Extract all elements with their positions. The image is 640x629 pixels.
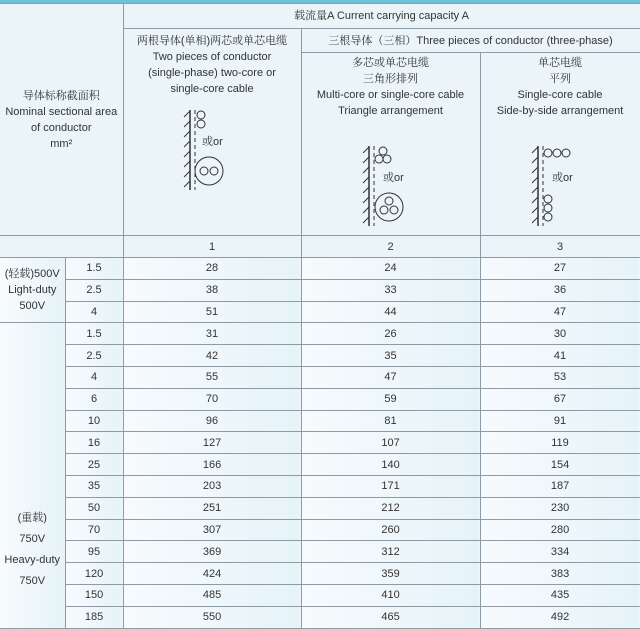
- section-size-cell: 10: [65, 410, 123, 432]
- current-capacity-table: [0, 3, 640, 629]
- table-row: [0, 606, 640, 628]
- col-number-3: 3: [480, 236, 640, 258]
- capacity-col1-cell: 166: [123, 454, 301, 476]
- col2-title-en-1: Multi-core or single-core cable: [316, 89, 465, 101]
- capacity-col1-cell: 424: [123, 563, 301, 585]
- table-row: [0, 323, 640, 345]
- capacity-col1-cell: 96: [123, 410, 301, 432]
- table-row: [0, 388, 640, 410]
- table-row: [0, 258, 640, 280]
- table-row: [0, 301, 640, 323]
- capacity-col2-cell: 59: [301, 388, 480, 410]
- col3-title-en-2: Side-by-side arrangement: [496, 105, 624, 117]
- svg-text:或or: 或or: [552, 172, 573, 184]
- capacity-col3-cell: 91: [480, 410, 640, 432]
- capacity-col1-cell: 31: [123, 323, 301, 345]
- svg-text:或or: 或or: [202, 136, 223, 148]
- capacity-col3-cell: 187: [480, 475, 640, 497]
- col-number-2: 2: [301, 236, 480, 258]
- svg-text:或or: 或or: [382, 172, 404, 184]
- col1-title-en-3: single-core cable: [170, 83, 254, 95]
- capacity-col2-cell: 24: [301, 258, 480, 280]
- table-row: [0, 366, 640, 388]
- capacity-col2-cell: 44: [301, 301, 480, 323]
- light-duty-label: Light-duty: [8, 284, 57, 297]
- row-label-header: [0, 4, 123, 236]
- capacity-col2-cell: 26: [301, 323, 480, 345]
- label-en-2: of conductor: [30, 121, 92, 134]
- section-size-cell: 2.5: [65, 345, 123, 367]
- col2-title-en-2: Triangle arrangement: [338, 105, 443, 117]
- label-cn: 导体标称截面积: [22, 89, 100, 102]
- capacity-col1-cell: 307: [123, 519, 301, 541]
- capacity-col3-cell: 30: [480, 323, 640, 345]
- capacity-col2-cell: 312: [301, 541, 480, 563]
- capacity-col3-cell: 383: [480, 563, 640, 585]
- table-row: [0, 454, 640, 476]
- side-by-side-diagram-icon: [530, 141, 590, 231]
- label-en-1: Nominal sectional area: [5, 105, 118, 118]
- capacity-col1-cell: 70: [123, 388, 301, 410]
- three-phase-title: 三根导体（三相）Three pieces of conductor (three-phase): [301, 29, 640, 53]
- capacity-col3-cell: 119: [480, 432, 640, 454]
- capacity-col3-cell: 47: [480, 301, 640, 323]
- capacity-col2-cell: 212: [301, 497, 480, 519]
- section-size-cell: 185: [65, 606, 123, 628]
- capacity-col2-cell: 107: [301, 432, 480, 454]
- table-row: [0, 584, 640, 606]
- capacity-col3-cell: 36: [480, 279, 640, 301]
- heavy-duty-label: Heavy-duty: [4, 554, 61, 567]
- section-size-cell: 70: [65, 519, 123, 541]
- label-unit: mm²: [50, 137, 73, 150]
- capacity-col1-cell: 28: [123, 258, 301, 280]
- two-conductor-diagram-icon: [182, 105, 242, 195]
- table-row: [0, 497, 640, 519]
- capacity-col1-cell: 42: [123, 345, 301, 367]
- table-row: [0, 541, 640, 563]
- table-row: [0, 279, 640, 301]
- capacity-col3-cell: 41: [480, 345, 640, 367]
- heavy-duty-group: [0, 323, 65, 628]
- col1-header: [123, 29, 301, 236]
- capacity-col2-cell: 47: [301, 366, 480, 388]
- capacity-col2-cell: 140: [301, 454, 480, 476]
- capacity-col1-cell: 203: [123, 475, 301, 497]
- capacity-col1-cell: 55: [123, 366, 301, 388]
- table-row: [0, 475, 640, 497]
- section-size-cell: 1.5: [65, 323, 123, 345]
- section-size-cell: 4: [65, 301, 123, 323]
- col-number-1: 1: [123, 236, 301, 258]
- table-row: [0, 432, 640, 454]
- capacity-col3-cell: 492: [480, 606, 640, 628]
- capacity-col2-cell: 81: [301, 410, 480, 432]
- capacity-col3-cell: 154: [480, 454, 640, 476]
- col-number-spacer: [0, 236, 123, 258]
- capacity-col3-cell: 27: [480, 258, 640, 280]
- col2-title-cn-2: 三角形排列: [363, 73, 419, 85]
- section-size-cell: 2.5: [65, 279, 123, 301]
- heavy-duty-label: (重载): [17, 512, 47, 525]
- col1-title-cn: 两根导体(单相)两芯或单芯电缆: [136, 35, 288, 47]
- capacity-col2-cell: 260: [301, 519, 480, 541]
- triangle-arrangement-diagram-icon: [361, 141, 421, 231]
- col3-title-en-1: Single-core cable: [517, 89, 603, 101]
- col3-header: [480, 53, 640, 236]
- light-duty-label: 500V: [19, 300, 46, 313]
- section-size-cell: 150: [65, 584, 123, 606]
- col1-title-en-1: Two pieces of conductor: [152, 51, 272, 63]
- table-row: [0, 563, 640, 585]
- section-size-cell: 25: [65, 454, 123, 476]
- capacity-col1-cell: 38: [123, 279, 301, 301]
- capacity-col2-cell: 171: [301, 475, 480, 497]
- heavy-duty-label: 750V: [19, 575, 46, 588]
- capacity-col1-cell: 51: [123, 301, 301, 323]
- capacity-col3-cell: 334: [480, 541, 640, 563]
- col3-title-cn-2: 平列: [549, 73, 572, 85]
- capacity-col2-cell: 359: [301, 563, 480, 585]
- section-size-cell: 120: [65, 563, 123, 585]
- table-row: [0, 410, 640, 432]
- section-size-cell: 95: [65, 541, 123, 563]
- light-duty-label: (轻载)500V: [4, 268, 60, 281]
- section-size-cell: 4: [65, 366, 123, 388]
- capacity-col3-cell: 67: [480, 388, 640, 410]
- capacity-col1-cell: 369: [123, 541, 301, 563]
- capacity-col3-cell: 230: [480, 497, 640, 519]
- capacity-col1-cell: 485: [123, 584, 301, 606]
- col2-header: [301, 53, 480, 236]
- capacity-col2-cell: 465: [301, 606, 480, 628]
- col3-title-cn-1: 单芯电缆: [538, 57, 583, 69]
- capacity-col1-cell: 251: [123, 497, 301, 519]
- capacity-col3-cell: 53: [480, 366, 640, 388]
- section-size-cell: 16: [65, 432, 123, 454]
- capacity-col3-cell: 280: [480, 519, 640, 541]
- section-size-cell: 35: [65, 475, 123, 497]
- capacity-col2-cell: 35: [301, 345, 480, 367]
- light-duty-group: [0, 258, 65, 323]
- section-size-cell: 6: [65, 388, 123, 410]
- section-size-cell: 1.5: [65, 258, 123, 280]
- section-size-cell: 50: [65, 497, 123, 519]
- capacity-col3-cell: 435: [480, 584, 640, 606]
- capacity-col1-cell: 550: [123, 606, 301, 628]
- capacity-title: 载流量A Current carrying capacity A: [123, 4, 640, 29]
- heavy-duty-label: 750V: [19, 533, 46, 546]
- capacity-col1-cell: 127: [123, 432, 301, 454]
- capacity-col2-cell: 33: [301, 279, 480, 301]
- col2-title-cn-1: 多芯或单芯电缆: [352, 57, 430, 69]
- table-row: [0, 345, 640, 367]
- col1-title-en-2: (single-phase) two-core or: [148, 67, 276, 79]
- table-row: [0, 519, 640, 541]
- capacity-col2-cell: 410: [301, 584, 480, 606]
